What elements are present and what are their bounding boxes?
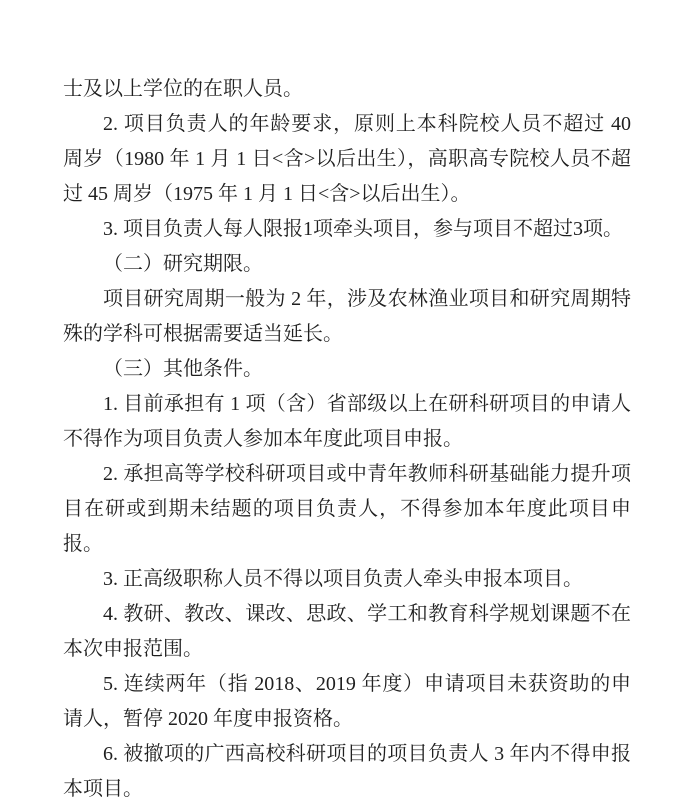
heading-other-conditions: （三）其他条件。	[103, 358, 263, 380]
paragraph-condition-2: 2. 承担高等学校科研项目或中青年教师科研基础能力提升项目在研或到期未结题的项目负责人，不得参加本年度此项目申报。	[63, 463, 631, 555]
paragraph-continuation-degree-requirement: 士及以上学位的在职人员。	[63, 78, 303, 100]
paragraph-condition-6: 6. 被撤项的广西高校科研项目的项目负责人 3 年内不得申报本项目。	[63, 743, 631, 800]
paragraph-condition-1: 1. 目前承担有 1 项（含）省部级以上在研科研项目的申请人不得作为项目负责人参加本年度此项目申报。	[63, 393, 631, 450]
heading-research-period: （二）研究期限。	[103, 253, 263, 275]
paragraph-condition-5: 5. 连续两年（指 2018、2019 年度）申请项目未获资助的申请人，暂停 2020 年度申报资格。	[63, 673, 631, 730]
paragraph-condition-4: 4. 教研、教改、课改、思政、学工和教育科学规划课题不在本次申报范围。	[63, 603, 631, 660]
paragraph-project-limit: 3. 项目负责人每人限报1项牵头项目，参与项目不超过3项。	[103, 218, 623, 240]
paragraph-research-cycle: 项目研究周期一般为 2 年，涉及农林渔业项目和研究周期特殊的学科可根据需要适当延长。	[63, 288, 631, 345]
paragraph-age-requirement: 2. 项目负责人的年龄要求，原则上本科院校人员不超过 40 周岁（1980 年 1 月 1 日<含>以后出生），高职高专院校人员不超过 45 周岁（1975 年 1 月 1 日<含>以后出生）。	[63, 113, 631, 205]
paragraph-condition-3: 3. 正高级职称人员不得以项目负责人牵头申报本项目。	[103, 568, 583, 590]
